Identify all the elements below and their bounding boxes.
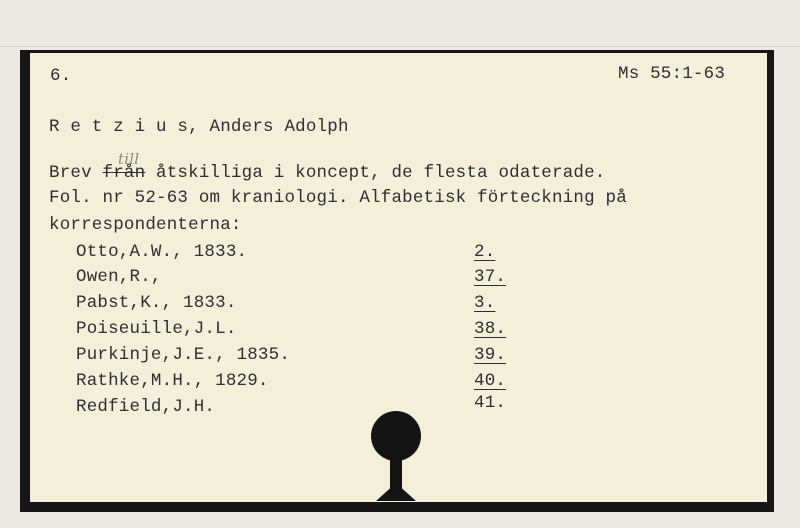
- card-author-name: R e t z i u s, Anders Adolph: [49, 117, 349, 137]
- entry-folio: 40.: [474, 371, 507, 391]
- handwritten-correction: till: [118, 150, 140, 168]
- description-line-1: [49, 163, 606, 183]
- entry-folio: 2.: [474, 242, 496, 262]
- entry-folio: 41.: [474, 393, 507, 413]
- card-signum: Ms 55:1-63: [618, 64, 726, 84]
- punch-hole-foot: [376, 483, 416, 501]
- entry-name: Otto,A.W., 1833.: [76, 242, 248, 262]
- card-number: 6.: [50, 66, 72, 86]
- entry-folio: 38.: [474, 319, 507, 339]
- entry-name: Owen,R.,: [76, 267, 162, 287]
- entry-folio: 3.: [474, 293, 496, 313]
- entry-name: Redfield,J.H.: [76, 397, 216, 417]
- entry-folio: 39.: [474, 345, 507, 365]
- description-suffix: åtskilliga i koncept, de flesta odaterade.: [145, 163, 606, 183]
- struck-word: från: [102, 163, 146, 183]
- entry-name: Pabst,K., 1833.: [76, 293, 237, 313]
- description-line-3: korrespondenterna:: [49, 215, 242, 235]
- description-line-2: Fol. nr 52-63 om kraniologi. Alfabetisk förteckning på: [49, 188, 627, 208]
- entry-name: Poiseuille,J.L.: [76, 319, 237, 339]
- entry-name: Rathke,M.H., 1829.: [76, 371, 269, 391]
- page-edge-line: [0, 46, 800, 47]
- entry-name: Purkinje,J.E., 1835.: [76, 345, 291, 365]
- description-prefix: Brev: [49, 163, 103, 183]
- catalog-card: [30, 53, 767, 502]
- entry-folio: 37.: [474, 267, 507, 287]
